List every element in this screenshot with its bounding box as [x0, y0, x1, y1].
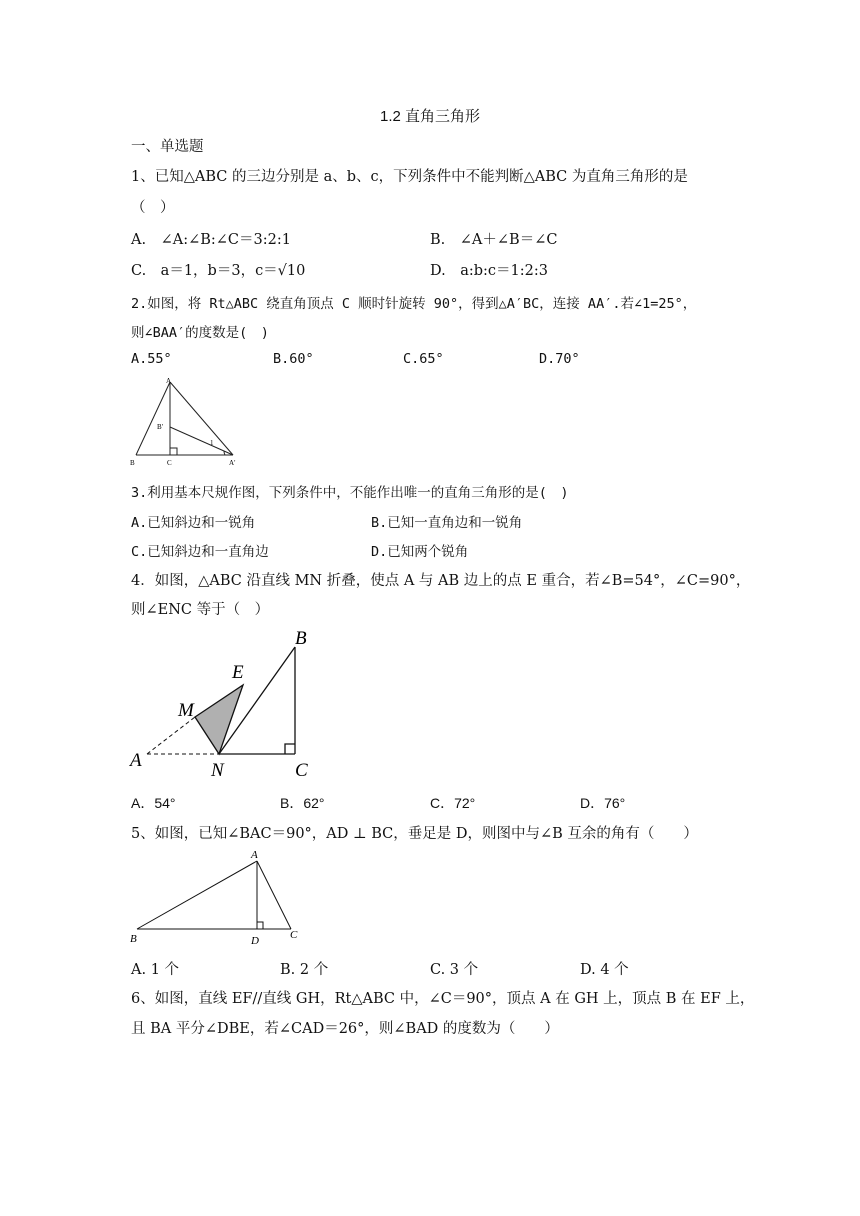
q1-option-c: C. a＝1，b＝3，c＝√10 — [131, 263, 306, 279]
q1-option-d: D. a:b:c＝1:2:3 — [430, 263, 548, 279]
q5-option-b: B. 2 个 — [280, 962, 329, 978]
q2-option-a: A.55° — [131, 351, 172, 367]
q5-stem: 5、如图，已知∠BAC＝90°，AD ⊥ BC，垂足是 D，则图中与∠B 互余的角有（ ） — [131, 826, 698, 842]
q1-option-b: B. ∠A＋∠B＝∠C — [430, 232, 558, 248]
q1-paren: （ ） — [131, 200, 175, 216]
q4-option-a: A．54° — [131, 795, 176, 811]
q2-option-b: B.60° — [273, 351, 314, 367]
q4-line2: 则∠ENC 等于（ ） — [131, 602, 270, 618]
q2-label-aprime: A′ — [229, 459, 236, 467]
q5-figure — [127, 845, 312, 950]
q5-label-d: D — [251, 935, 259, 947]
q4-label-n: N — [211, 760, 224, 781]
q2-line1: 2.如图，将 Rt△ABC 绕直角顶点 C 顺时针旋转 90°，得到△A′BC，连接 AA′.若∠1=25°， — [131, 296, 697, 312]
q3-option-d: D.已知两个锐角 — [371, 544, 469, 560]
q5-label-b: B — [130, 933, 137, 945]
q5-label-a: A — [251, 849, 258, 861]
q2-option-c: C.65° — [403, 351, 444, 367]
q4-option-b: B．62° — [280, 795, 325, 811]
q2-label-angle1: 1 — [210, 439, 214, 447]
q1-stem: 1、已知△ABC 的三边分别是 a、b、c，下列条件中不能判断△ABC 为直角三角形的是 — [131, 169, 688, 185]
q4-label-c: C — [295, 760, 308, 781]
q2-label-b: B — [130, 459, 135, 467]
q3-option-c: C.已知斜边和一直角边 — [131, 544, 269, 560]
q6-line1: 6、如图，直线 EF//直线 GH，Rt△ABC 中，∠C＝90°，顶点 A 在 GH 上，顶点 B 在 EF 上， — [131, 991, 755, 1007]
q4-figure — [125, 622, 325, 782]
q6-line2: 且 BA 平分∠DBE，若∠CAD＝26°，则∠BAD 的度数为（ ） — [131, 1021, 559, 1037]
q5-option-d: D. 4 个 — [580, 962, 629, 978]
page-title: 1.2 直角三角形 — [379, 108, 481, 125]
q4-line1: 4．如图，△ABC 沿直线 MN 折叠，使点 A 与 AB 边上的点 E 重合，若∠B=54°，∠C=90°， — [131, 573, 751, 589]
q4-label-e: E — [232, 662, 244, 683]
q2-label-bprime: B′ — [157, 423, 164, 431]
q2-line2: 则∠BAA′的度数是( ) — [131, 325, 269, 341]
q4-label-b: B — [295, 628, 307, 649]
q4-option-c: C．72° — [430, 795, 476, 811]
section-heading: 一、单选题 — [131, 139, 204, 155]
q2-option-d: D.70° — [539, 351, 580, 367]
q2-label-c: C — [167, 459, 172, 467]
q1-option-a: A. ∠A:∠B:∠C＝3:2:1 — [131, 232, 291, 248]
q2-figure — [128, 372, 248, 472]
q4-label-m: M — [178, 700, 194, 721]
q4-label-a: A — [130, 750, 142, 771]
q3-stem: 3.利用基本尺规作图，下列条件中，不能作出唯一的直角三角形的是( ) — [131, 485, 569, 501]
q4-option-d: D．76° — [580, 795, 626, 811]
q3-option-a: A.已知斜边和一锐角 — [131, 515, 256, 531]
q5-label-c: C — [290, 929, 298, 941]
q3-option-b: B.已知一直角边和一锐角 — [371, 515, 523, 531]
q2-label-a: A — [166, 377, 172, 385]
q5-option-a: A. 1 个 — [131, 962, 180, 978]
q5-option-c: C. 3 个 — [430, 962, 479, 978]
